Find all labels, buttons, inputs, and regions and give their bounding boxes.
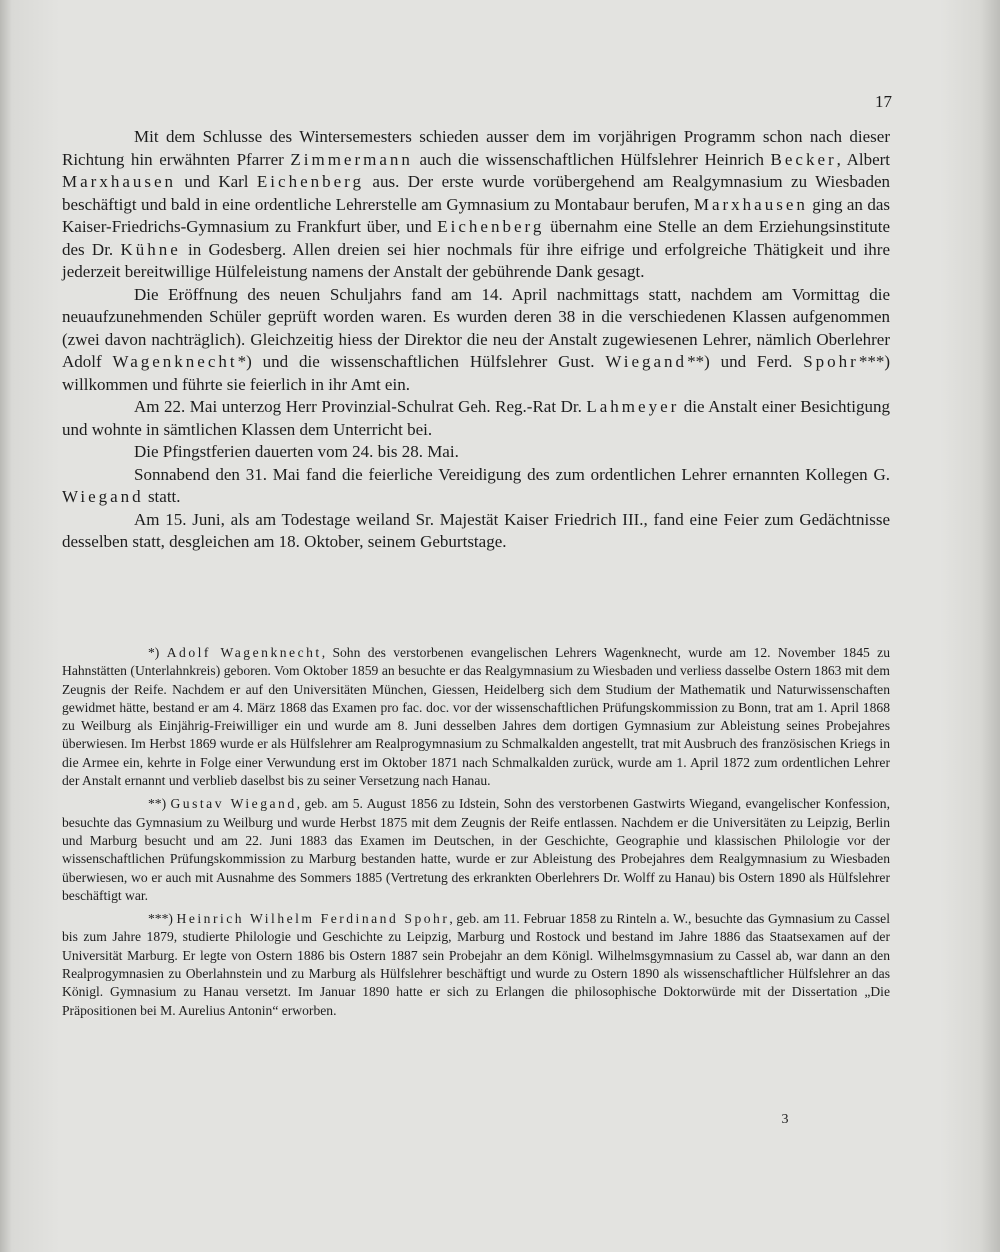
spaced-name: Marxhausen — [693, 194, 808, 214]
paragraph — [62, 284, 890, 397]
text-run: , Albert — [836, 149, 890, 169]
spaced-name: Eichenberg — [256, 172, 365, 191]
spaced-name: Spohr — [803, 352, 859, 371]
footnotes — [62, 644, 890, 1025]
spaced-name: Marxhausen — [62, 172, 177, 191]
spaced-name: Wiegand — [605, 352, 688, 371]
text-run: **) — [148, 796, 171, 812]
paragraph — [62, 396, 890, 441]
text-run: in Godesberg. Allen dreien sei hier nochmals für ihre eifrige und erfolgreiche Thätigkeit und ihre jederzeit bereitwillige Hülfeleistung namens der Anstalt der gebührende Dank gesagt. — [62, 239, 890, 281]
footnote — [62, 795, 890, 905]
text-run: , Sohn des verstorbenen evangelischen Lehrers Wagenknecht, wurde am 12. November 1845 zu Hahnstätten (Unterlahnkreis) geboren. Vom Oktober 1859 an besuchte er das Realgymnasium zu Wiesbaden und verliess dasselbe Ostern 1863 mit dem Zeugnis der Reife. Nachdem er auf den Universitäten München, Giessen, Heidelberg sich dem Studium der Mathematik und Naturwissenschaften gewidmet hätte, bestand er am 4. März 1868 das Examen pro fac. doc. vor der wissenschaftlichen Prüfungskommission zu Bonn, trat am 1. April 1868 zu Weilburg als Einjährig-Freiwilliger ein und wurde am 8. Juni desselben Jahres dem dortigen Gymnasium zur Ableistung seines Probejahres überwiesen. Im Herbst 1869 wurde er als Hülfslehrer am Realprogymnasium zu Schmalkalden angestellt, trat mit Ausbruch des französischen Kriegs in die Armee ein, kehrte in Folge einer Verwundung erst im Oktober 1871 nach Schmalkalden zurück, wurde am 1. April 1872 zum ordentlichen Lehrer der Anstalt ernannt und verblieb daselbst bis zu seiner Versetzung nach Hanau. — [62, 645, 891, 789]
text-run: Die Pfingstferien dauerten vom 24. bis 28. Mai. — [134, 442, 459, 461]
text-run: Am 15. Juni, als am Todestage weiland Sr. Majestät Kaiser Friedrich III., fand eine Feier zum Gedächtnisse desselben statt, desgleichen am 18. Oktober, seinem Geburtstage. — [62, 509, 890, 551]
sheet-signature: 3 — [781, 1112, 789, 1127]
text-run: Sonnabend den 31. Mai fand die feierliche Vereidigung des zum ordentlichen Lehrer ernannten Kollegen G. — [134, 464, 890, 484]
text-run: ging an das Kaiser-Friedrichs-Gymnasium zu Frankfurt über, und — [62, 194, 890, 236]
text-run: Mit dem Schlusse des Wintersemesters schieden ausser dem im vorjährigen Programm schon nach dieser Richtung hin erwähnten Pfarrer — [62, 127, 890, 169]
page-number: 17 — [875, 92, 892, 111]
spaced-name: Gustav Wiegand — [170, 796, 297, 812]
text-run: ***) — [148, 911, 177, 927]
spaced-name: Zimmermann — [290, 149, 413, 169]
text-run: Am 22. Mai unterzog Herr Provinzial-Schulrat Geh. Reg.-Rat Dr. — [134, 397, 587, 416]
text-run: , geb. am 11. Februar 1858 zu Rinteln a. W., besuchte das Gymnasium zu Cassel bis zum Jahre 1879, studierte Philologie und Geschichte zu Leipzig, Marburg und Rostock und bestand im Jahre 1886 das Staatsexamen auf der Universität Marburg. Er legte von Ostern 1886 bis Ostern 1887 sein Probejahr an dem Königl. Wilhelmsgymnasium zu Cassel ab, war dann an den Realprogymnasien zu Oberlahnstein und zu Marburg als Hülfslehrer beschäftigt und wurde zu Ostern 1890 als wissenschaftlicher Hülfslehrer an das Königl. Gymnasium zu Hanau versetzt. Im Januar 1890 hatte er sich zu Erlangen die philosophische Doktorwürde mit der Dissertation „Die Präpositionen bei M. Aurelius Antonin“ erworben. — [62, 911, 890, 1018]
text-run: **) und Ferd. — [687, 352, 804, 371]
footnote — [62, 644, 890, 790]
text-run: die Anstalt einer Besichtigung und wohnte in sämtlichen Klassen dem Unterricht bei. — [62, 397, 890, 439]
spaced-name: Heinrich Wilhelm Ferdinand Spohr — [176, 911, 450, 927]
text-run: *) — [148, 645, 167, 660]
paragraph — [62, 464, 890, 509]
text-run: statt. — [143, 487, 181, 506]
body-text — [62, 126, 890, 554]
spaced-name: Wiegand — [62, 487, 144, 506]
spaced-name: Becker — [770, 149, 837, 169]
text-run: ***) willkommen und führte sie feierlich in ihr Amt ein. — [62, 352, 890, 394]
text-run: *) und die wissenschaftlichen Hülfslehrer Gust. — [237, 352, 606, 371]
spaced-name: Adolf Wagenknecht — [166, 645, 322, 660]
footnote — [62, 910, 890, 1020]
paragraph — [62, 126, 890, 284]
spaced-name: Lahmeyer — [586, 397, 680, 416]
text-run: und Karl — [176, 172, 257, 191]
spaced-name: Wagenknecht — [112, 352, 238, 371]
text-run: übernahm eine Stelle an dem Erziehungsinstitute des Dr. — [62, 217, 890, 259]
spaced-name: Eichenberg — [437, 217, 545, 236]
text-run: aus. Der erste wurde vorübergehend am Realgymnasium zu Wiesbaden beschäftigt und bald in eine ordentliche Lehrerstelle am Gymnasium zu Montabaur berufen, — [62, 172, 890, 214]
spaced-name: Kühne — [120, 239, 181, 259]
paragraph — [62, 441, 890, 464]
text-run: auch die wissenschaftlichen Hülfslehrer Heinrich — [412, 149, 771, 169]
paragraph — [62, 509, 890, 554]
text-run: Die Eröffnung des neuen Schuljahrs fand am 14. April nachmittags statt, nachdem am Vormittag die neuaufzunehmenden Schüler geprüft worden waren. Es wurden deren 38 in die verschiedenen Klassen aufgenommen (zwei davon nachträglich). Gleichzeitig hiess der Direktor die neu der Anstalt zugewiesenen Lehrer, nämlich Oberlehrer Adolf — [62, 284, 890, 371]
text-run: , geb. am 5. August 1856 zu Idstein, Sohn des verstorbenen Gastwirts Wiegand, evangelischer Konfession, besuchte das Gymnasium zu Weilburg und wurde Herbst 1875 mit dem Zeugnis der Reife entlassen. Nachdem er die Universitäten zu Leipzig, Berlin und Marburg besucht und am 22. Juni 1883 das Examen im Deutschen, in der Geschichte, Geographie und klassischen Philologie vor der wissenschaftlichen Prüfungskommission zu Marburg bestanden hatte, wurde er zur Ableistung des Probejahres dem Realgymnasium zu Wiesbaden überwiesen, wo er auch mit Ausnahme des Sommers 1885 (Vertretung des erkrankten Oberlehrers Dr. Wolff zu Hanau) bis Ostern 1890 als Hülfslehrer beschäftigt war. — [62, 796, 890, 903]
